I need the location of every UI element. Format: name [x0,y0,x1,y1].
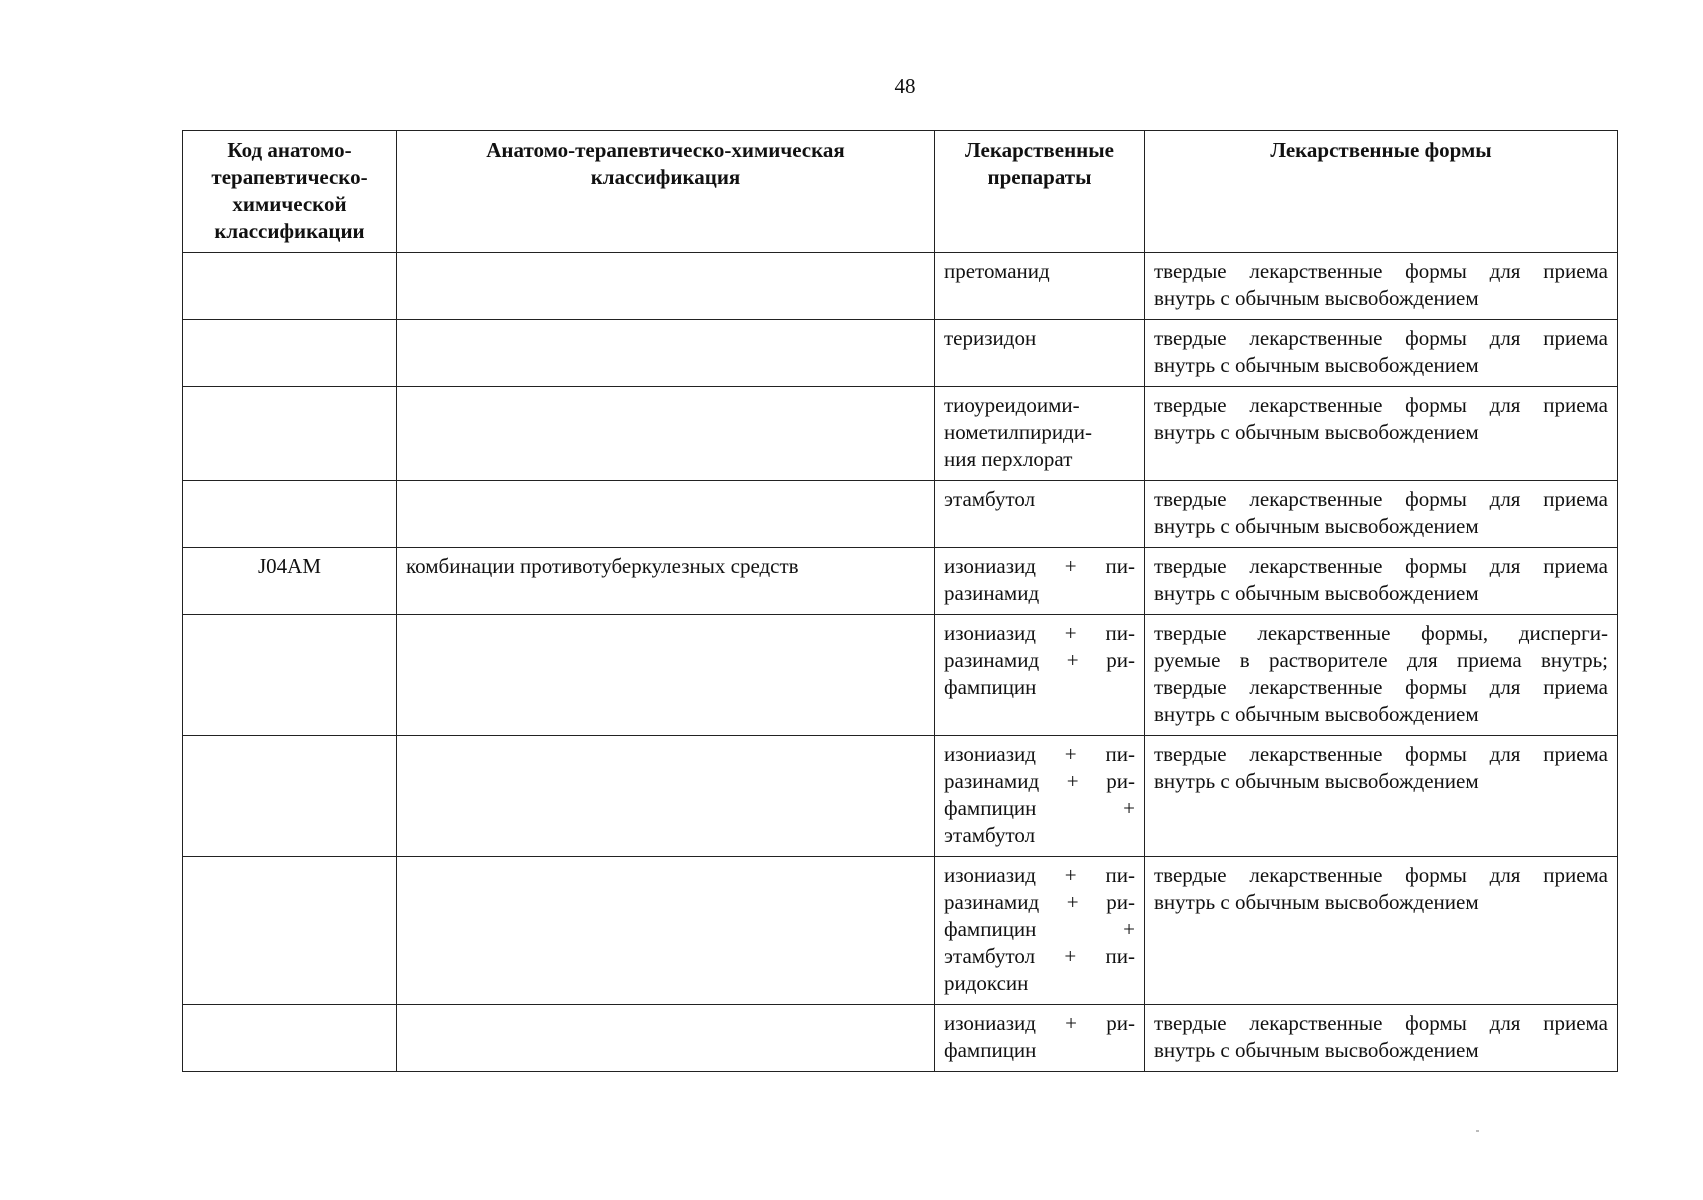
header-atc-code-line: химической [232,192,347,216]
dosage-form-line: внутрь с обычным высвобождением [1154,286,1479,310]
drug-line: претоманид [944,259,1050,283]
drug-cell [935,857,1145,1005]
drug-cell [935,320,1145,387]
header-atc-code [183,131,397,253]
drug-cell [935,1005,1145,1072]
dosage-form-cell [1145,1005,1618,1072]
drug-line: изониазид + пи- [944,621,1135,645]
drug-cell [935,481,1145,548]
drug-cell [935,615,1145,736]
table-row [183,387,1618,481]
drug-line: нометилпириди- [944,420,1092,444]
dosage-form-line: внутрь с обычным высвобождением [1154,890,1479,914]
header-drugs-line: Лекарственные [965,138,1114,162]
drug-line: разинамид [944,581,1040,605]
atc-classification-cell [397,857,935,1005]
drug-line: изониазид + пи- [944,554,1135,578]
dosage-form-line: внутрь с обычным высвобождением [1154,581,1479,605]
header-classification-line: классификация [590,165,741,189]
drug-line: изониазид + ри- [944,1011,1135,1035]
dosage-form-line: внутрь с обычным высвобождением [1154,702,1479,726]
drug-line: изониазид + пи- [944,742,1135,766]
atc-classification-cell [397,387,935,481]
dosage-form-line: внутрь с обычным высвобождением [1154,420,1479,444]
scan-speck [1476,1130,1479,1132]
drug-line: ния перхлорат [944,447,1073,471]
table-row [183,481,1618,548]
dosage-form-cell [1145,736,1618,857]
dosage-form-line: твердые лекарственные формы для приема [1154,326,1608,350]
atc-code-cell [183,1005,397,1072]
drug-line: фампицин + [944,796,1135,820]
dosage-form-line: руемые в растворителе для приема внутрь; [1154,648,1608,672]
dosage-form-line: твердые лекарственные формы для приема [1154,487,1608,511]
header-drugs [935,131,1145,253]
header-atc-classification [397,131,935,253]
header-atc-code-line: терапевтическо- [211,165,368,189]
drug-line: тиоуреидоими- [944,393,1080,417]
dosage-form-line: твердые лекарственные формы для приема [1154,742,1608,766]
atc-code-cell [183,736,397,857]
dosage-form-line: твердые лекарственные формы для приема [1154,1011,1608,1035]
dosage-form-line: твердые лекарственные формы для приема [1154,863,1608,887]
table-row [183,253,1618,320]
table-row [183,1005,1618,1072]
atc-drug-table [182,130,1618,1072]
table-header-row [183,131,1618,253]
atc-code-cell [183,387,397,481]
drug-cell [935,736,1145,857]
drug-line: изониазид + пи- [944,863,1135,887]
dosage-form-line: твердые лекарственные формы, дисперги- [1154,621,1608,645]
drug-line: разинамид + ри- [944,648,1135,672]
dosage-form-line: твердые лекарственные формы для приема [1154,675,1608,699]
dosage-form-line: твердые лекарственные формы для приема [1154,259,1608,283]
drug-cell [935,387,1145,481]
dosage-form-line: твердые лекарственные формы для приема [1154,393,1608,417]
dosage-form-cell [1145,615,1618,736]
atc-code-cell [183,615,397,736]
atc-classification-cell [397,320,935,387]
dosage-form-cell [1145,253,1618,320]
dosage-form-line: внутрь с обычным высвобождением [1154,353,1479,377]
drug-line: теризидон [944,326,1037,350]
drug-line: разинамид + ри- [944,890,1135,914]
dosage-form-cell [1145,481,1618,548]
dosage-form-line: внутрь с обычным высвобождением [1154,514,1479,538]
header-drugs-line: препараты [987,165,1092,189]
drug-line: фампицин + [944,917,1135,941]
dosage-form-cell [1145,548,1618,615]
header-dosage-forms [1145,131,1618,253]
atc-classification-cell [397,736,935,857]
atc-classification-cell [397,1005,935,1072]
atc-classification-cell: комбинации противотуберкулезных средств [397,548,935,615]
dosage-form-line: твердые лекарственные формы для приема [1154,554,1608,578]
table-row [183,736,1618,857]
header-classification-line: Анатомо-терапевтическо-химическая [486,138,845,162]
dosage-form-line: внутрь с обычным высвобождением [1154,769,1479,793]
atc-code-cell [183,857,397,1005]
header-forms-line: Лекарственные формы [1270,138,1492,162]
drug-line: фампицин [944,675,1037,699]
dosage-form-cell [1145,857,1618,1005]
dosage-form-cell [1145,320,1618,387]
table-row [183,320,1618,387]
drug-line: разинамид + ри- [944,769,1135,793]
table-body [183,253,1618,1072]
drug-cell [935,253,1145,320]
dosage-form-cell [1145,387,1618,481]
atc-classification-cell [397,615,935,736]
drug-line: фампицин [944,1038,1037,1062]
atc-code-cell [183,253,397,320]
atc-classification-cell [397,481,935,548]
dosage-form-line: внутрь с обычным высвобождением [1154,1038,1479,1062]
header-atc-code-line: классификации [214,219,365,243]
table-row [183,548,1618,615]
atc-classification-cell [397,253,935,320]
atc-code-cell [183,481,397,548]
drug-cell [935,548,1145,615]
header-atc-code-line: Код анатомо- [227,138,352,162]
table-row [183,857,1618,1005]
drug-line: этамбутол + пи- [944,944,1135,968]
page-number: 48 [894,74,916,98]
drug-line: этамбутол [944,487,1036,511]
drug-line: ридоксин [944,971,1029,995]
table-row [183,615,1618,736]
atc-code-cell: J04AM [183,548,397,615]
drug-line: этамбутол [944,823,1036,847]
atc-code-cell [183,320,397,387]
